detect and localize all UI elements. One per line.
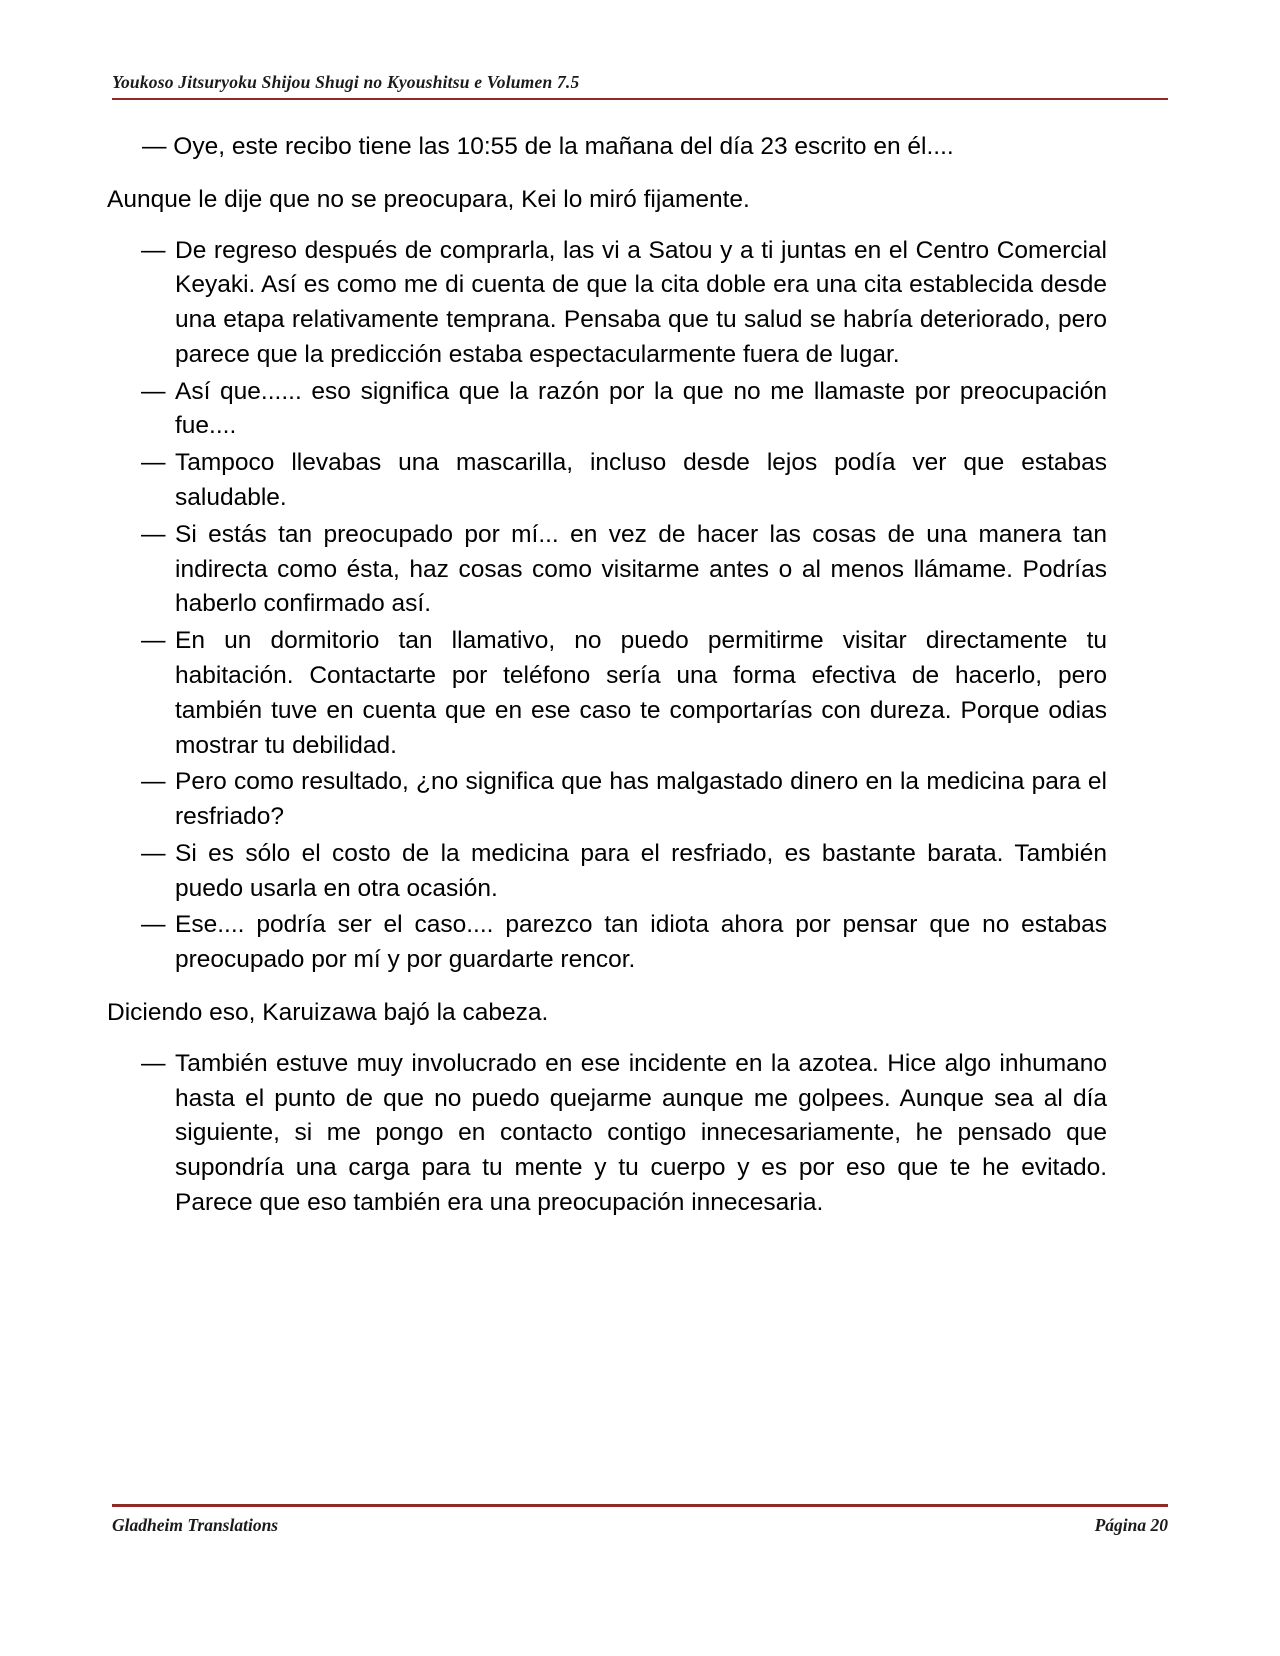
page-footer — [112, 1504, 1168, 1536]
list-item-text: Así que...... eso significa que la razón por la que no me llamaste por preocupación fue.... — [175, 377, 1107, 440]
dash-marker: — — [141, 520, 166, 548]
list-item — [107, 375, 1107, 445]
list-item-text: Pero como resultado, ¿no significa que has malgastado dinero en la medicina para el resfriado? — [175, 768, 1107, 831]
page-content — [107, 130, 1107, 1223]
list-item-text: En un dormitorio tan llamativo, no puedo permitirme visitar directamente tu habitación. Contactarte por teléfono sería una forma efectiva de hacerlo, pero también tuve en cuenta que en ese caso te comportarías con dureza. Porque odias mostrar tu debilidad. — [175, 627, 1107, 759]
list-item — [107, 446, 1107, 516]
footer-page-number: Página 20 — [1094, 1515, 1168, 1535]
paragraph-narration-2: Diciendo eso, Karuizawa bajó la cabeza. — [107, 998, 549, 1026]
page-header — [112, 72, 1168, 100]
list-item — [107, 837, 1107, 907]
list-item-text: Si estás tan preocupado por mí... en vez de hacer las cosas de una manera tan indirecta como ésta, haz cosas como visitarme antes o al menos llámame. Podrías haberlo confirmado así. — [175, 520, 1107, 618]
paragraph-narration-1: Aunque le dije que no se preocupara, Kei lo miró fijamente. — [107, 185, 750, 213]
footer-divider — [112, 1504, 1168, 1507]
list-item — [107, 1047, 1107, 1221]
dialogue-list-1 — [107, 234, 1107, 978]
dash-marker: — — [141, 236, 166, 264]
list-item-text: Ese.... podría ser el caso.... parezco tan idiota ahora por pensar que no estabas preocupado por mí y por guardarte rencor. — [175, 911, 1107, 974]
list-item — [107, 908, 1107, 978]
dash-marker: — — [141, 839, 166, 867]
paragraph-opening-line: — Oye, este recibo tiene las 10:55 de la mañana del día 23 escrito en él.... — [142, 133, 954, 160]
list-item — [107, 624, 1107, 763]
dash-marker: — — [141, 1049, 166, 1077]
dash-marker: — — [141, 627, 166, 655]
dash-marker: — — [141, 449, 166, 477]
list-item-text: Si es sólo el costo de la medicina para el resfriado, es bastante barata. También puedo usarla en otra ocasión. — [175, 839, 1107, 902]
header-title: Youkoso Jitsuryoku Shijou Shugi no Kyoushitsu e Volumen 7.5 — [112, 72, 580, 92]
list-item — [107, 234, 1107, 373]
list-item-text: También estuve muy involucrado en ese incidente en la azotea. Hice algo inhumano hasta el punto de que no puedo quejarme aunque me golpees. Aunque sea al día siguiente, si me pongo en contacto contigo innecesariamente, he pensado que supondría una carga para tu mente y tu cuerpo y es por eso que te he evitado. Parece que eso también era una preocupación innecesaria. — [175, 1049, 1107, 1216]
dash-marker: — — [141, 911, 166, 939]
header-divider — [112, 98, 1168, 100]
footer-credit: Gladheim Translations — [112, 1515, 279, 1535]
dash-marker: — — [141, 377, 166, 405]
footer-row — [112, 1515, 1168, 1536]
list-item-text: Tampoco llevabas una mascarilla, incluso desde lejos podía ver que estabas saludable. — [175, 449, 1107, 512]
list-item-text: De regreso después de comprarla, las vi a Satou y a ti juntas en el Centro Comercial Keyaki. Así es como me di cuenta de que la cita doble era una cita establecida desde una etapa relativamente temprana. Pensaba que tu salud se habría deteriorado, pero parece que la predicción estaba espectacularmente fuera de lugar. — [175, 236, 1107, 368]
dash-marker: — — [141, 768, 166, 796]
list-item — [107, 765, 1107, 835]
list-item — [107, 518, 1107, 622]
dialogue-list-2 — [107, 1047, 1107, 1221]
